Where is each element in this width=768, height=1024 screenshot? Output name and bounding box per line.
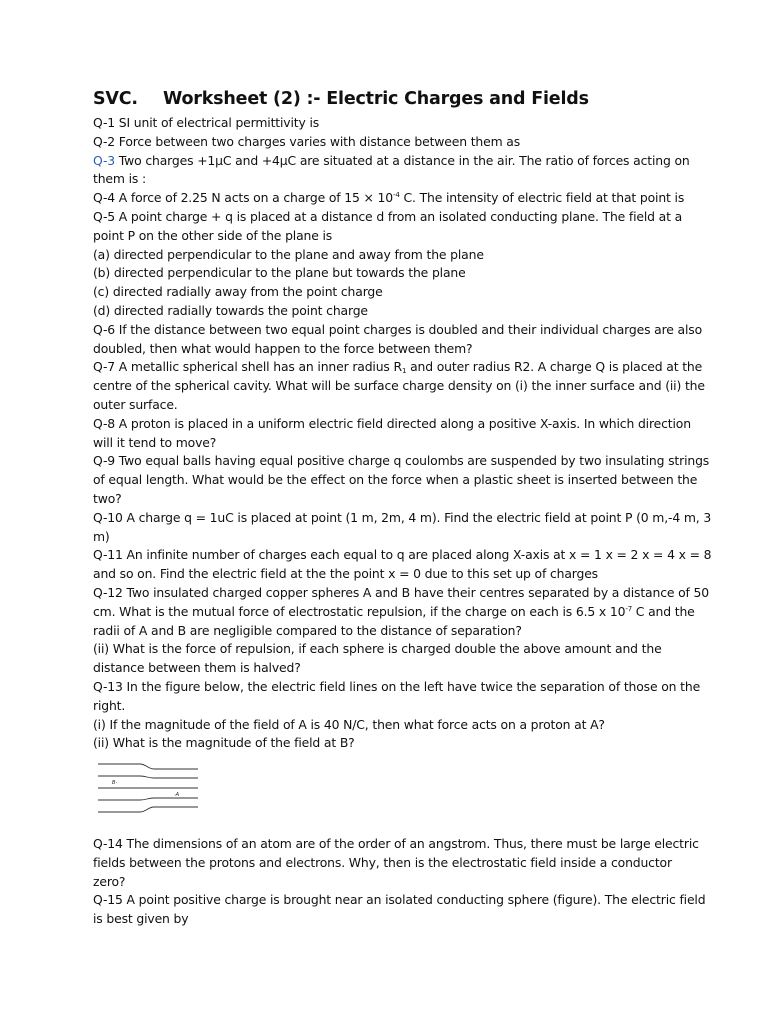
question-13-line-2: right. — [93, 697, 126, 713]
question-6-line-2: doubled, then what would happen to the force between them? — [93, 340, 473, 356]
question-7-line-3: outer surface. — [93, 396, 178, 412]
question-7-text-b: and outer radius R2. A charge Q is placed at the — [406, 359, 703, 375]
question-12-text-b: C and the — [632, 603, 695, 619]
point-a-label: ·A — [174, 792, 180, 799]
question-12-exponent: -7 — [625, 604, 633, 613]
worksheet-title — [93, 89, 589, 109]
question-10-line-1: Q-10 A charge q = 1uC is placed at point (1 m, 2m, 4 m). Find the electric field at point P (0 m,-4 m, 3 — [93, 509, 712, 525]
title-text: Worksheet (2) :- Electric Charges and Fields — [163, 89, 589, 109]
question-5-line-1: Q-5 A point charge + q is placed at a distance d from an isolated conducting plane. The field at a — [93, 208, 683, 224]
question-14-line-1: Q-14 The dimensions of an atom are of the order of an angstrom. Thus, there must be large electric — [93, 836, 699, 852]
field-line-2 — [98, 776, 198, 778]
question-14-line-3: zero? — [93, 873, 126, 889]
question-11-line-1: Q-11 An infinite number of charges each equal to q are placed along X-axis at x = 1 x = 2 x = 4 x = 8 — [93, 547, 712, 563]
question-5-option-c: (c) directed radially away from the point charge — [93, 284, 383, 300]
question-13-line-1: Q-13 In the figure below, the electric field lines on the left have twice the separation of those on the — [93, 678, 701, 694]
question-2: Q-2 Force between two charges varies with distance between them as — [93, 133, 521, 149]
question-15-line-2: is best given by — [93, 911, 189, 927]
question-1: Q-1 SI unit of electrical permittivity is — [93, 115, 320, 130]
question-9-line-1: Q-9 Two equal balls having equal positive charge q coulombs are suspended by two insulating strings — [93, 453, 710, 469]
question-6-line-1: Q-6 If the distance between two equal point charges is doubled and their individual charges are also — [93, 321, 703, 337]
question-3-text: Two charges +1μC and +4μC are situated at a distance in the air. The ratio of forces acting on — [115, 152, 690, 168]
field-lines-diagram — [96, 761, 206, 821]
question-4-text-a: Q-4 A force of 2.25 N acts on a charge of 15 × 10 — [93, 190, 394, 206]
question-12-line-2 — [93, 603, 695, 622]
question-7-line-2: centre of the spherical cavity. What will be surface charge density on (i) the inner surface and (ii) the — [93, 378, 705, 394]
question-13-line-4: (ii) What is the magnitude of the field at B? — [93, 735, 355, 751]
field-line-1 — [98, 764, 198, 769]
question-4-text-b: C. The intensity of electric field at that point is — [399, 190, 685, 206]
question-12-line-3: radii of A and B are negligible compared to the distance of separation? — [93, 622, 522, 638]
question-8-line-2: will it tend to move? — [93, 434, 217, 450]
question-10-line-2: m) — [93, 528, 110, 544]
question-12-line-5: distance between them is halved? — [93, 660, 301, 676]
question-3-number-link[interactable]: Q-3 — [93, 152, 116, 168]
question-5-line-2: point P on the other side of the plane is — [93, 227, 333, 243]
question-12-line-4: (ii) What is the force of repulsion, if each sphere is charged double the above amount and the — [93, 641, 662, 657]
question-5-option-a: (a) directed perpendicular to the plane and away from the plane — [93, 246, 484, 262]
field-line-5 — [98, 807, 198, 812]
question-3-line-2: them is : — [93, 171, 147, 187]
question-9-line-2: of equal length. What would be the effect on the force when a plastic sheet is inserted between the — [93, 472, 698, 488]
field-line-4 — [98, 798, 198, 800]
question-12-line-1: Q-12 Two insulated charged copper spheres A and B have their centres separated by a distance of 50 — [93, 584, 710, 600]
question-14-line-2: fields between the protons and electrons. Why, then is the electrostatic field inside a conductor — [93, 854, 672, 870]
question-3-line-1 — [93, 152, 690, 171]
school-code: SVC. — [93, 89, 138, 109]
point-b-label: B· — [112, 780, 118, 787]
question-13-line-3: (i) If the magnitude of the field of A is 40 N/C, then what force acts on a proton at A? — [93, 716, 605, 732]
field-lines-figure — [93, 753, 683, 835]
question-8-line-1: Q-8 A proton is placed in a uniform electric field directed along a positive X-axis. In which direction — [93, 415, 691, 431]
question-5-option-b: (b) directed perpendicular to the plane but towards the plane — [93, 265, 466, 281]
question-7-subscript: 1 — [402, 367, 407, 376]
question-7-line-1 — [93, 358, 703, 377]
question-4 — [93, 189, 683, 208]
question-5-option-d: (d) directed radially towards the point charge — [93, 302, 368, 318]
question-11-line-2: and so on. Find the electric field at the the point x = 0 due to this set up of charges — [93, 566, 598, 582]
question-9-line-3: two? — [93, 490, 122, 506]
question-15-line-1: Q-15 A point positive charge is brought near an isolated conducting sphere (figure). The electric field — [93, 892, 706, 908]
question-list — [93, 114, 712, 929]
question-4-exponent: -4 — [393, 191, 400, 200]
question-7-text-a: Q-7 A metallic spherical shell has an inner radius R — [93, 359, 402, 375]
question-12-text-a: cm. What is the mutual force of electrostatic repulsion, if the charge on each is 6.5 x 10 — [93, 603, 626, 619]
